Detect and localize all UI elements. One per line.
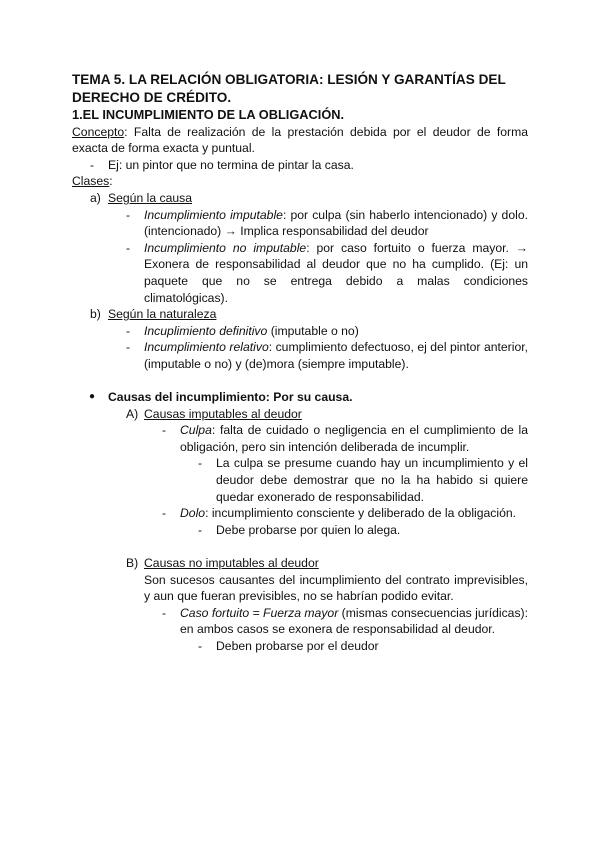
caso-sub-text: Deben probarse por el deudor [216, 639, 379, 653]
text: : por caso fortuito o fuerza mayor. → Exonera de responsabilidad al deudor que no ha cumplido. (Ej: un paquete que no se entrega debido a malas condiciones climatológicas). [144, 240, 528, 305]
document-content [72, 71, 528, 655]
text: (imputable o no) [267, 323, 359, 338]
letter-marker-a: a) [90, 190, 101, 205]
causas-a-label: Causas imputables al deudor [144, 406, 302, 421]
caso-subitem [72, 638, 528, 655]
culpa-sub-text: La culpa se presume cuando hay un incumplimiento y el deudor debe demostrar que no la ha habido si quiere quedar exonerado de responsabilidad. [216, 456, 528, 504]
text: : por culpa (sin haberlo intencionado) y dolo. (intencionado) → Implica responsabilidad del deudor [144, 207, 528, 239]
causas-b-text: Son sucesos causantes del incumplimiento del contrato imprevisibles, y aun que fueran previsibles, no se habrían podido evitar. [144, 572, 528, 604]
letter-marker-b: b) [90, 307, 101, 322]
term: Incumplimiento no imputable [144, 240, 307, 255]
dolo-subitem [72, 522, 528, 539]
clases-label: Clases [72, 174, 110, 189]
term: Incumplimiento relativo [144, 340, 269, 355]
dolo-term: Dolo [180, 506, 206, 521]
causas-b-item [72, 555, 528, 572]
class-b-label: Según la naturaleza [108, 307, 217, 322]
class-b-subitem-2 [72, 339, 528, 372]
culpa-subitem [72, 455, 528, 505]
term: Incuplimiento definitivo [144, 323, 268, 338]
dash-marker: - [162, 605, 167, 620]
concepto-paragraph [72, 124, 528, 157]
dash-marker: - [126, 207, 131, 222]
causas-heading: Causas del incumplimiento: Por su causa. [108, 390, 353, 405]
caso-fortuito-item [72, 605, 528, 638]
concepto-label: Concepto [72, 124, 125, 139]
example-text: Ej: un pintor que no termina de pintar la casa. [108, 157, 354, 172]
letter-marker-A: A) [126, 406, 139, 421]
dash-marker: - [126, 240, 131, 255]
example-item [72, 157, 528, 174]
term: Incumplimiento imputable [144, 207, 283, 222]
class-a-subitem-1 [72, 207, 528, 240]
clases-colon: : [109, 174, 113, 189]
dash-marker: - [90, 157, 95, 172]
dash-marker: - [198, 639, 203, 653]
dolo-text: : incumplimiento consciente y deliberado de la obligación. [205, 506, 517, 521]
dash-marker: - [126, 323, 131, 338]
causas-b-label: Causas no imputables al deudor [144, 556, 319, 571]
spacer [72, 538, 528, 555]
letter-marker-B: B) [126, 556, 139, 571]
culpa-text: : falta de cuidado o negligencia en el cumplimiento de la obligación, pero sin intención deliberada de incumplir. [180, 423, 528, 454]
dash-marker: - [162, 506, 167, 521]
dolo-sub-text: Debe probarse por quien lo alega. [216, 522, 401, 537]
spacer [72, 373, 528, 390]
causas-bullet-item [72, 389, 528, 406]
text: : cumplimiento defectuoso, ej del pintor anterior, (imputable o no) y (de)mora (siempre imputable). [144, 340, 528, 371]
concepto-text: : Falta de realización de la prestación debida por el deudor de forma exacta de forma exacta y puntual. [72, 124, 528, 156]
section-heading: 1.EL INCUMPLIMIENTO DE LA OBLIGACIÓN. [72, 107, 345, 122]
dash-marker: - [126, 340, 131, 355]
class-a-item [72, 190, 528, 207]
dash-marker: - [162, 423, 167, 438]
dolo-item [72, 505, 528, 522]
class-a-label: Según la causa [108, 190, 193, 205]
document-title: TEMA 5. LA RELACIÓN OBLIGATORIA: LESIÓN Y GARANTÍAS DEL DERECHO DE CRÉDITO. [72, 72, 506, 105]
class-a-subitem-2 [72, 240, 528, 306]
class-b-item [72, 306, 528, 323]
dash-marker: - [198, 456, 203, 471]
culpa-item [72, 422, 528, 455]
clases-paragraph [72, 173, 528, 190]
dash-marker: - [198, 522, 203, 537]
class-b-subitem-1 [72, 323, 528, 340]
caso-text: (mismas consecuencias jurídicas): en ambos casos se exonera de responsabilidad al deudor. [180, 605, 528, 637]
caso-term: Caso fortuito = Fuerza mayor [180, 605, 339, 620]
causas-a-item [72, 406, 528, 423]
culpa-term: Culpa [180, 423, 212, 438]
bullet-marker: ● [89, 391, 96, 403]
